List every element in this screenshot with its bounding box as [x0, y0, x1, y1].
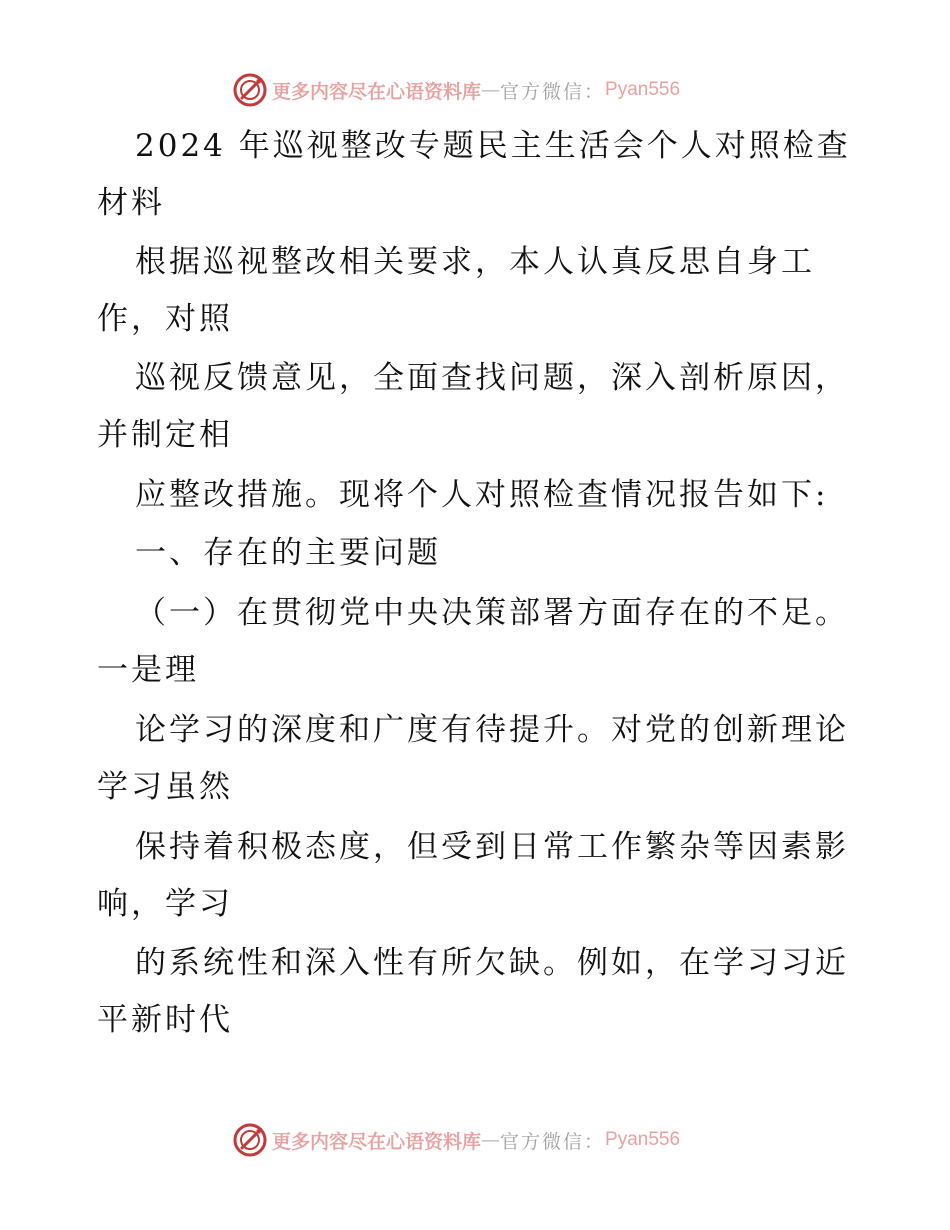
- doc-line: 作，对照: [97, 301, 233, 337]
- watermark-logo-icon: [232, 1122, 268, 1158]
- watermark-dash: —: [481, 1129, 501, 1151]
- doc-line: 并制定相: [97, 417, 233, 453]
- watermark-banner-bottom: [232, 1120, 680, 1160]
- subsection-heading: （一）在贯彻党中央决策部署方面存在的不足。: [135, 595, 849, 631]
- watermark-label: 官方微信：: [500, 1130, 606, 1153]
- doc-line: 保持着积极态度，但受到日常工作繁杂等因素影: [135, 829, 849, 865]
- doc-line: 论学习的深度和广度有待提升。对党的创新理论: [135, 712, 849, 748]
- watermark-text: 更多内容尽在心语资料库: [272, 1130, 482, 1153]
- watermark-logo-icon: [232, 72, 268, 108]
- watermark-wechat-id: Pyan556: [605, 1129, 681, 1150]
- doc-line: 响，学习: [97, 886, 233, 922]
- doc-line: 学习虽然: [97, 769, 233, 805]
- doc-title-line-2: 材料: [97, 185, 165, 221]
- doc-line: 一是理: [97, 652, 199, 688]
- section-heading: 一、存在的主要问题: [135, 535, 441, 571]
- doc-line: 的系统性和深入性有所欠缺。例如，在学习习近: [135, 945, 849, 981]
- doc-line: 巡视反馈意见，全面查找问题，深入剖析原因，: [135, 360, 849, 396]
- doc-line: 根据巡视整改相关要求，本人认真反思自身工: [135, 244, 815, 280]
- doc-line: 平新时代: [97, 1002, 233, 1038]
- watermark-wechat-id: Pyan556: [605, 79, 681, 100]
- watermark-text: 更多内容尽在心语资料库: [272, 80, 482, 103]
- watermark-banner-top: [232, 70, 680, 110]
- doc-title-line-1: 2024 年巡视整改专题民主生活会个人对照检查: [135, 128, 851, 164]
- watermark-label: 官方微信：: [500, 80, 606, 103]
- watermark-dash: —: [481, 79, 501, 101]
- doc-line: 应整改措施。现将个人对照检查情况报告如下:: [135, 477, 829, 513]
